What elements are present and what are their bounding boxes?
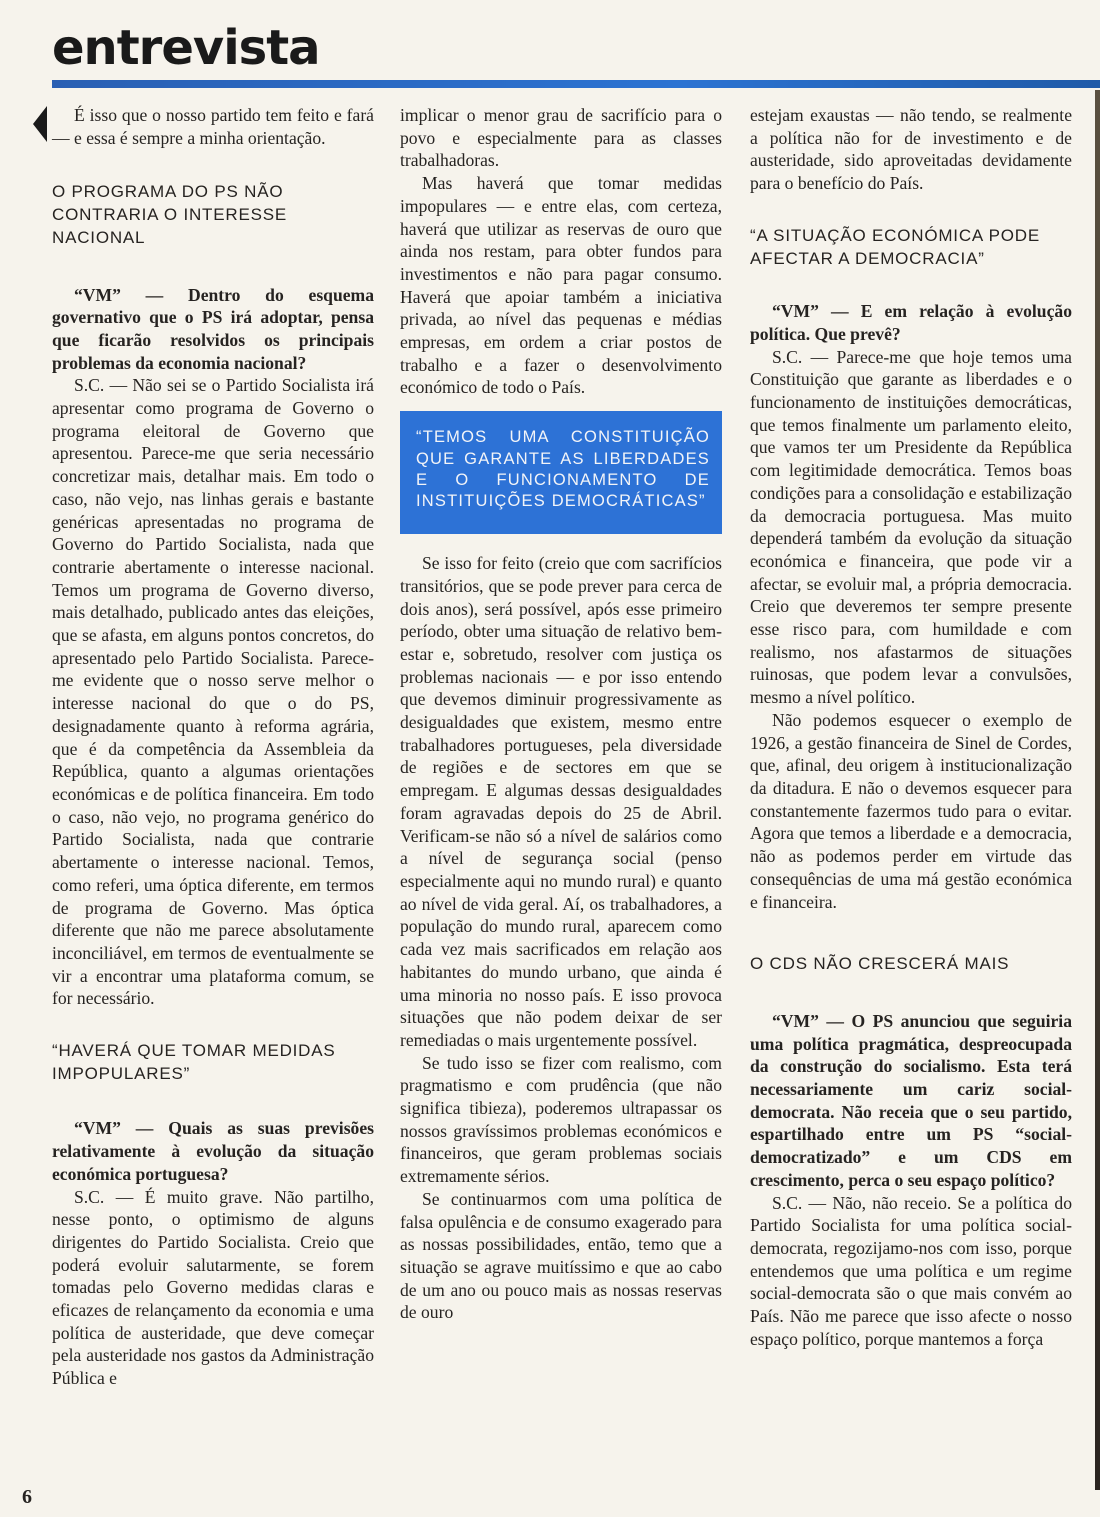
paragraph: implicar o menor grau de sacrifício para o povo e especialmente para as classes trabalhadoras.: [400, 105, 722, 171]
interview-question: “VM” — E em relação à evolução política. Que prevê?: [750, 301, 1072, 344]
continuation-arrow-icon: [33, 106, 47, 142]
interview-answer: S.C. — É muito grave. Não partilho, nesse ponto, o optimismo de alguns dirigentes do Partido Socialista. Creio que poderá evoluir salutarmente, se forem tomadas pelo Governo medidas claras e eficazes de relançamento da economia e uma política de austeridade, que deve começar pela austeridade nos gastos da Administração Pública e: [52, 1186, 374, 1389]
column-1: [52, 104, 374, 1390]
subheading: O CDS NÃO CRESCERÁ MAIS: [750, 954, 1010, 974]
paragraph: Se isso for feito (creio que com sacrifícios transitórios, que se pode prever para cerca de dois anos), será possível, após esse primeiro período, obter uma situação de relativo bem-estar e, sobretudo, resolver com justiça os problemas nacionais — e por isso entendo que devemos diminuir progressivamente as desigualdades que existem, mesmo entre trabalhadores portugueses, pela diversidade de regiões e de sectores em que se empregam. E algumas dessas desigualdades foram agravadas depois do 25 de Abril. Verificam-se não só a nível de salários como a nível de segurança social (penso especialmente aqui no mundo rural) e quanto ao nível de vida geral. Aí, os trabalhadores, a população do mundo rural, aparecem como cada vez mais sacrificados em relação aos habitantes do mundo urbano, que ainda é uma minoria no nosso país. E isso provoca situações que não podem deixar de ser remediadas o mais urgentemente possível.: [400, 553, 722, 1050]
interview-question: “VM” — Quais as suas previsões relativamente à evolução da situação económica portuguesa?: [52, 1118, 374, 1184]
column-2: [400, 104, 722, 1324]
paragraph: estejam exaustas — não tendo, se realmente a política não for de investimento e de austeridade, sido aproveitadas devidamente para o benefício do País.: [750, 105, 1072, 194]
paragraph: Se continuarmos com uma política de falsa opulência e de consumo exagerado para as nossas possibilidades, então, temo que a situação se agrave muitíssimo e que ao cabo de um ano ou pouco mais as nossas reservas de ouro: [400, 1188, 722, 1323]
page-edge: [1095, 90, 1100, 1490]
page-number: 6: [22, 1486, 32, 1508]
column-3: [750, 104, 1072, 1350]
subheading: “HAVERÁ QUE TOMAR MEDIDAS IMPOPULARES”: [52, 1041, 336, 1083]
pull-quote: [400, 411, 722, 534]
subheading: “A SITUAÇÃO ECONÓMICA PODE AFECTAR A DEMOCRACIA”: [750, 225, 1041, 268]
interview-question: “VM” — O PS anunciou que seguiria uma política pragmática, despreocupada da construção do socialismo. Esta terá necessariamente um cariz social-democrata. Não receia que o seu partido, espartilhado entre um PS “social-democratizado” e um CDS em crescimento, perca o seu espaço político?: [750, 1010, 1072, 1190]
interview-answer: S.C. — Não sei se o Partido Socialista irá apresentar como programa de Governo o programa eleitoral de Governo que apresentou. Parece-me que seria necessário concretizar mais, detalhar mais. Em todo o caso, não vejo, nas linhas gerais e bastante genéricas apresentadas no programa de Governo do Partido Socialista, nada que contrarie abertamente o interesse nacional. Temos um programa de Governo diverso, mais detalhado, publicado antes das eleições, que se afasta, em alguns pontos concretos, do apresentado pelo Partido Socialista. Parece-me evidente que o nosso serve melhor o interesse nacional do que o do PS, designadamente quanto à reforma agrária, que é da competência da Assembleia da República, quanto a algumas orientações económicas e de política financeira. Em todo o caso, não vejo, no programa genérico do Partido Socialista, nada que contrarie abertamente o interesse nacional. Temos, como referi, uma óptica diferente, em termos de programa de Governo. Mas óptica diferente que não me parece absolutamente inconciliável, em termos de eventualmente se vir a encontrar uma plataforma comum, se for necessário.: [52, 375, 374, 1009]
paragraph: É isso que o nosso partido tem feito e fará — e essa é sempre a minha orientação.: [52, 105, 374, 148]
paragraph: Se tudo isso se fizer com realismo, com pragmatismo e com prudência (que não significa tibieza), poderemos ultrapassar os nossos gravíssimos problemas económicos e financeiros, que geram problemas sociais extremamente sérios.: [400, 1052, 722, 1187]
pull-quote-text: “TEMOS UMA CONSTITUIÇÃO QUE GARANTE AS LIBERDADES E O FUNCIONAMENTO DE INSTITUIÇÕES DEMOCRÁTICAS”: [416, 428, 710, 511]
interview-question: “VM” — Dentro do esquema governativo que o PS irá adoptar, pensa que ficarão resolvidos os principais problemas da economia nacional?: [52, 284, 374, 373]
section-title: entrevista: [52, 20, 320, 76]
header-rule: [52, 80, 1100, 88]
interview-answer: S.C. — Parece-me que hoje temos uma Constituição que garante as liberdades e o funcionamento de instituições democráticas, que temos finalmente um parlamento eleito, que vamos ter um Presidente da República com legitimidade democrática. Temos boas condições para a consolidação e estabilização da democracia portuguesa. Mas muito dependerá também da evolução da situação económica e financeira, que pode vir a afectar, se evoluir mal, a própria democracia. Creio que deveremos ter sempre presente esse risco para, com humildade e com realismo, nos afastarmos de situações ruinosas, que podem levar a convulsões, mesmo a nível político.: [750, 346, 1072, 708]
interview-answer: S.C. — Não, não receio. Se a política do Partido Socialista for uma política social-democrata, regozijamo-nos com isso, porque entendemos que uma política e um regime social-democrata são o que mais convém ao País. Não me parece que isso afecte o nosso espaço político, porque mantemos a força: [750, 1192, 1072, 1349]
subheading: O PROGRAMA DO PS NÃO CONTRARIA O INTERESSE NACIONAL: [52, 182, 288, 247]
interview-answer: Não podemos esquecer o exemplo de 1926, a gestão financeira de Sinel de Cordes, que, afinal, deu origem à institucionalização da ditadura. E não o devemos esquecer para constantemente fazermos tudo para o evitar. Agora que temos a liberdade e a democracia, não as podemos perder em virtude das consequências de uma má gestão económica e financeira.: [750, 709, 1072, 912]
paragraph: Mas haverá que tomar medidas impopulares — e entre elas, com certeza, haverá que utilizar as reservas de ouro que ainda nos restam, para obter fundos para investimentos e não para pagar consumo. Haverá que apoiar também a iniciativa privada, ao nível das pequenas e médias empresas, em ordem a criar postos de trabalho e a fazer o desenvolvimento económico de todo o País.: [400, 173, 722, 398]
